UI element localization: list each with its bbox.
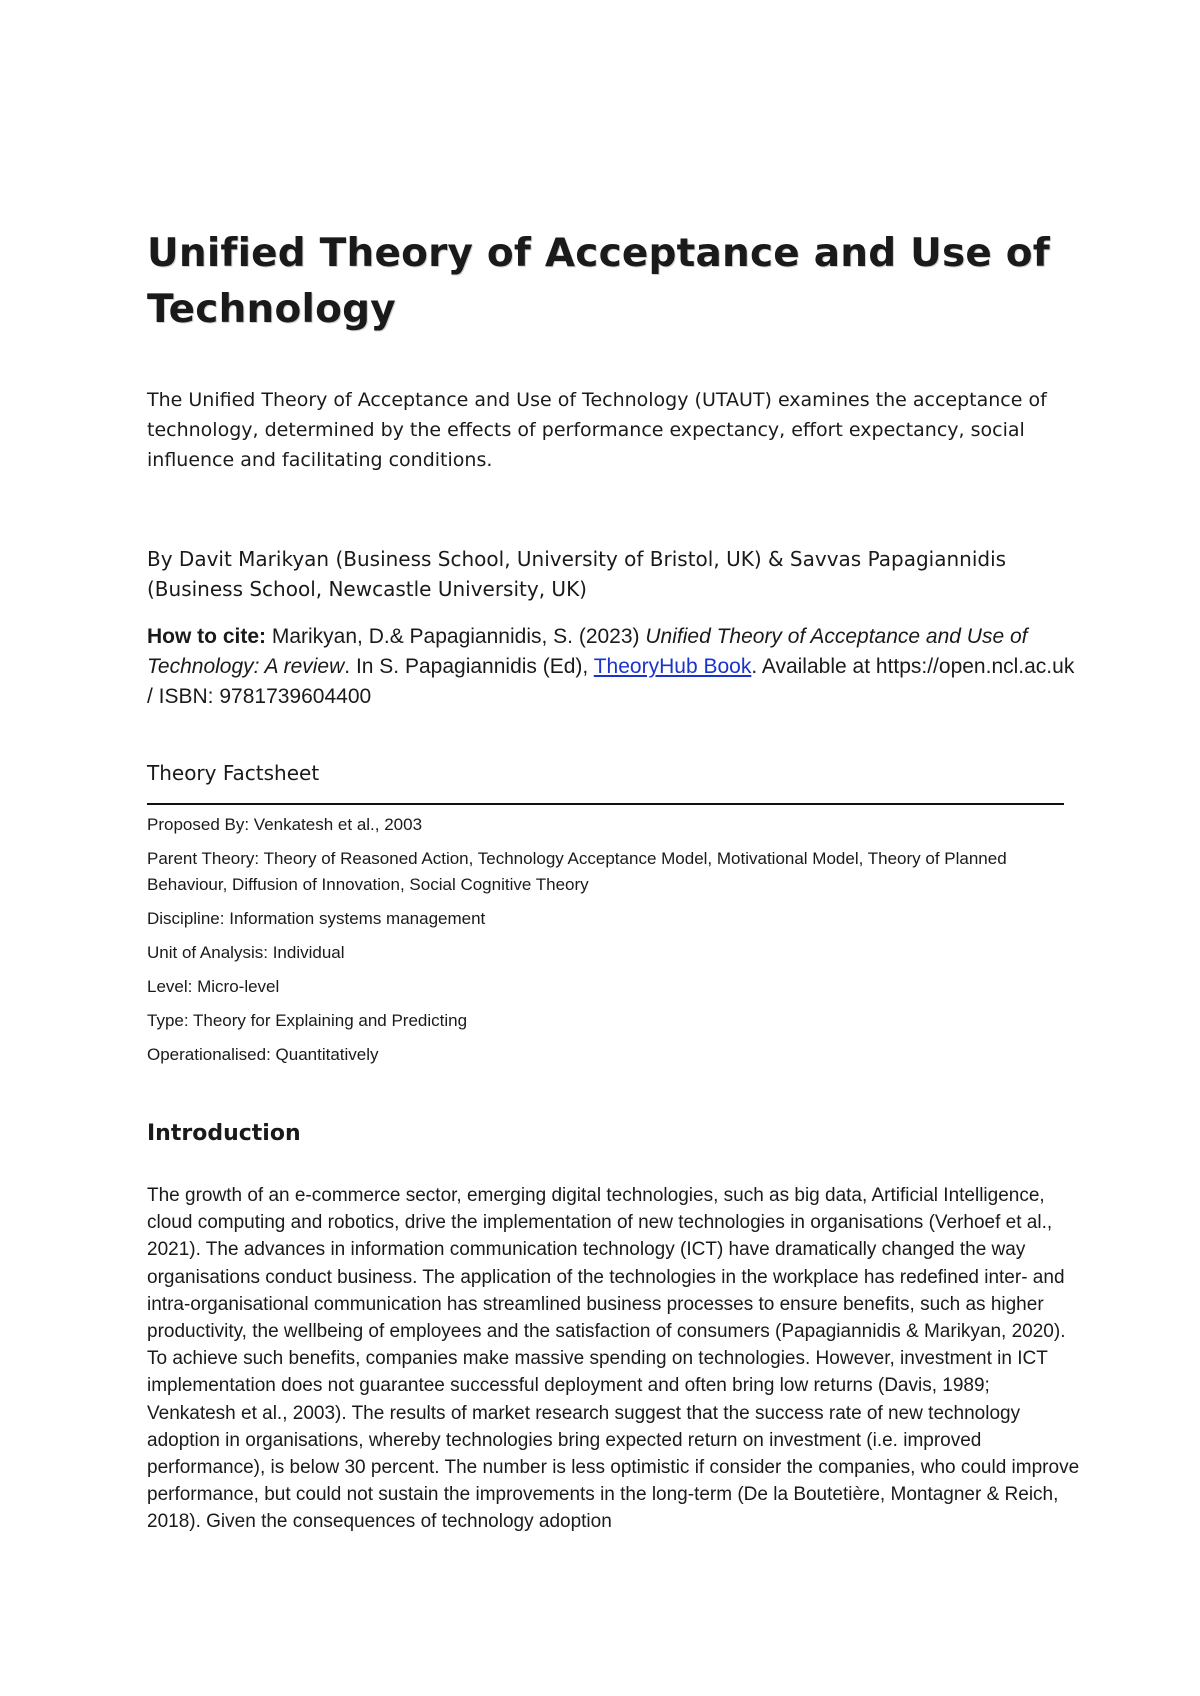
author-byline: By Davit Marikyan (Business School, University of Bristol, UK) & Savvas Papagiannidis (Business School, Newcastle University, UK) (147, 547, 1007, 601)
fact-discipline (147, 906, 1064, 932)
fact-label: Level: (147, 977, 193, 996)
fact-label: Discipline: (147, 909, 225, 928)
fact-level (147, 974, 1064, 1000)
fact-label: Proposed By: (147, 815, 250, 834)
citation-work-title: Unified Theory of Acceptance and Use of Technology: A review (147, 625, 1028, 678)
abstract-summary: The Unified Theory of Acceptance and Use of Technology (UTAUT) examines the acceptance of technology, determined by the effects of performance expectancy, effort expectancy, social influence and facilitating conditions. (147, 389, 1047, 471)
fact-parent-theory (147, 846, 1064, 898)
factsheet-divider (147, 803, 1064, 805)
fact-label: Operationalised: (147, 1045, 271, 1064)
fact-value: Individual (272, 943, 345, 962)
citation-block (147, 622, 1077, 712)
citation-authors: Marikyan, D.& Papagiannidis, S. (2023) (271, 625, 640, 648)
fact-label: Unit of Analysis: (147, 943, 268, 962)
fact-value: Theory of Reasoned Action, Technology Acceptance Model, Motivational Model, Theory of Planned Behaviour, Diffusion of Innovation, Social Cognitive Theory (147, 849, 1007, 894)
theoryhub-book-link[interactable]: TheoryHub Book (593, 655, 752, 678)
fact-value: Venkatesh et al., 2003 (253, 815, 423, 834)
factsheet-heading: Theory Factsheet (147, 761, 320, 785)
fact-label: Type: (147, 1011, 189, 1030)
page-title: Unified Theory of Acceptance and Use of Technology (147, 231, 1050, 332)
citation-in-text: . In S. Papagiannidis (Ed), (344, 655, 589, 678)
fact-proposed-by (147, 812, 1064, 838)
fact-type (147, 1008, 1064, 1034)
fact-unit-of-analysis (147, 940, 1064, 966)
introduction-heading: Introduction (147, 1121, 301, 1146)
fact-value: Information systems management (229, 909, 486, 928)
fact-operationalised (147, 1042, 1064, 1068)
fact-label: Parent Theory: (147, 849, 260, 868)
fact-value: Theory for Explaining and Predicting (193, 1011, 468, 1030)
fact-value: Quantitatively (275, 1045, 379, 1064)
factsheet-list (147, 812, 1064, 1076)
introduction-paragraph: The growth of an e-commerce sector, emerging digital technologies, such as big data, Artificial Intelligence, cloud computing and robotics, drive the implementation of new technologies in organisations (Verhoef et al., 2021). The advances in information communication technology (ICT) have dramatically changed the way organisations conduct business. The application of the technologies in the workplace has redefined inter- and intra-organisational communication has streamlined business processes to ensure benefits, such as higher productivity, the wellbeing of employees and the satisfaction of consumers (Papagiannidis & Marikyan, 2020). To achieve such benefits, companies make massive spending on technologies. However, investment in ICT implementation does not guarantee successful deployment and often bring low returns (Davis, 1989; Venkatesh et al., 2003). The results of market research suggest that the success rate of new technology adoption in organisations, whereby technologies bring expected return on investment (i.e. improved performance), is below 30 percent. The number is less optimistic if consider the companies, who could improve performance, but could not sustain the improvements in the long-term (De la Boutetière, Montagner & Reich, 2018). Given the consequences of technology adoption (147, 1185, 1080, 1533)
citation-label: How to cite: (147, 625, 266, 648)
fact-value: Micro-level (197, 977, 280, 996)
citation-availability: . Available at https://open.ncl.ac.uk / ISBN: 9781739604400 (147, 655, 1075, 708)
